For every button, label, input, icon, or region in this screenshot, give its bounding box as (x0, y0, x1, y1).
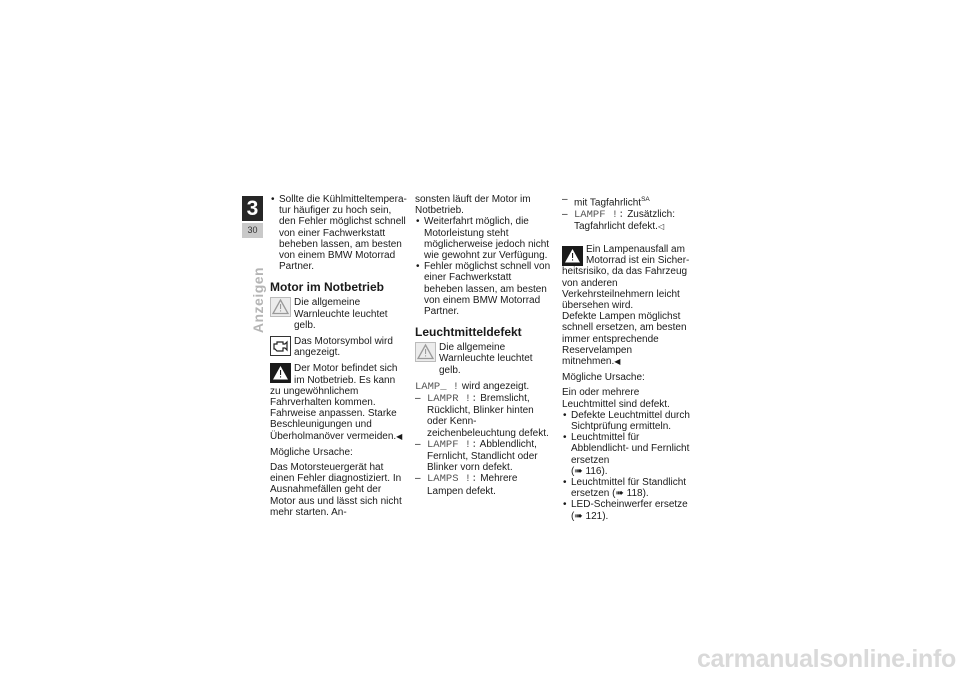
end-mark-icon: ◀ (614, 356, 621, 366)
list-item: • Weiterfahrt möglich, die Motorleistung steht möglicherweise jedoch nicht wie gewohnt zur Verfügung. (415, 216, 551, 261)
list-item (415, 473, 551, 496)
warning-light-note (415, 342, 551, 376)
page-reference[interactable]: 121 (585, 510, 603, 522)
page-number: 30 (242, 223, 263, 238)
item-text: mit Tagfahrlicht (574, 197, 642, 209)
item-text: Zusätzlich: Tagfahrlicht defekt. (574, 208, 675, 232)
cause-label: Mögliche Ursache: (562, 372, 645, 384)
note-text: Das Motorsymbol wird angezeigt. (294, 336, 393, 359)
list-item: • Sollte die Kühlmitteltemperatur häufiger zu hoch sein, den Fehler möglichst schnell von einer Fachwerkstatt beheben lassen, am besten von einem BMW Motorrad Partner. (270, 194, 407, 272)
list-item: • Fehler möglichst schnell von einer Fachwerkstatt beheben lassen, am besten von einem BMW Motorrad Partner. (415, 261, 551, 317)
list-item (562, 194, 692, 209)
note-text: Defekte Lampen möglichst schnell ersetzen, am besten immer entsprechende Reservelampen mitnehmen. (562, 311, 687, 367)
column-3 (562, 194, 692, 522)
list-item (415, 439, 551, 474)
display-code: LAMPF !: (574, 208, 625, 221)
display-text: wird angezeigt. (461, 380, 530, 392)
list-item (562, 410, 692, 432)
list-item: • Leuchtmittel für Abblendlicht- und Fernlicht ersetzen (➠ 116). (562, 432, 692, 477)
danger-note (562, 244, 692, 367)
arrow-icon: ➠ (574, 465, 583, 477)
page-reference[interactable]: 118 (626, 488, 643, 500)
list-item: • LED-Scheinwerfer ersetze (➠ 121). (562, 499, 692, 521)
note-text: Ein Lampenausfall am Motorrad ist ein Sicherheitsrisiko, da das Fahrzeug von anderen Verkehrsteilnehmern leicht übersehen wird. (562, 243, 690, 311)
item-text: Mehrere Lampen defekt. (427, 473, 518, 497)
cause-text: Ein oder mehrere Leuchtmittel sind defekt. (562, 387, 670, 410)
cause-text: Das Motorsteuergerät hat einen Fehler diagnostiziert. In Ausnahmefällen geht der Motor aus und lässt sich nicht mehr starten. An- (270, 462, 402, 518)
end-mark-icon: ◁ (657, 221, 665, 231)
note-text: Die allgemeine Warnleuchte leuchtet gelb. (439, 342, 533, 376)
display-code: LAMP_ ! (415, 380, 460, 393)
continued-text: sonsten läuft der Motor im Notbetrieb. (415, 194, 531, 217)
item-text: Leuchtmittel für Standlicht ersetzen (571, 477, 687, 500)
danger-icon (562, 246, 583, 266)
page-reference[interactable]: 116 (585, 465, 602, 477)
item-text: Leuchtmittel für Abblendlicht- und Fernlicht ersetzen (571, 432, 690, 466)
item-text: Abblendlicht, Fernlicht, Standlicht oder Blinker vorn defekt. (427, 438, 538, 474)
chapter-label: Anzeigen (250, 266, 266, 334)
engine-icon (270, 336, 291, 356)
display-code: LAMPR !: (427, 393, 478, 406)
item-text: Bremslicht, Rücklicht, Blinker hinten oder Kennzeichenbeleuchtung defekt. (427, 393, 549, 439)
danger-icon (270, 363, 291, 383)
column-1 (270, 194, 407, 524)
column-2 (415, 194, 551, 497)
watermark: carmanualsonline.info (696, 645, 956, 673)
engine-symbol-note (270, 336, 407, 358)
optional-equipment-mark: SA (641, 196, 650, 203)
section-heading: Motor im Notbetrieb (270, 280, 384, 295)
list-item (562, 209, 692, 232)
end-mark-icon: ◀ (396, 431, 403, 441)
display-code: LAMPS !: (427, 473, 478, 486)
cause-label: Mögliche Ursache: (270, 446, 353, 458)
list-item (415, 393, 551, 439)
item-text: Defekte Leuchtmittel durch Sichtprüfung ermitteln. (571, 409, 690, 432)
arrow-icon: ➠ (574, 510, 583, 522)
warning-light-icon (415, 342, 436, 362)
list-item: • Leuchtmittel für Standlicht ersetzen (➠ 118). (562, 477, 692, 499)
note-text: Die allgemeine Warnleuchte leuchtet gelb. (294, 297, 388, 331)
section-heading: Leuchtmitteldefekt (415, 325, 522, 340)
danger-note (270, 363, 407, 441)
warning-light-note (270, 297, 407, 331)
display-message (415, 381, 551, 393)
display-code: LAMPF !: (427, 438, 478, 451)
warning-light-icon (270, 297, 291, 317)
chapter-number: 3 (242, 196, 263, 221)
note-text: Der Motor befindet sich im Notbetrieb. Es kann zu ungewöhnlichem Fahrverhalten kommen. (270, 363, 398, 409)
note-text: Fahrweise anpassen. Starke Beschleunigungen und Überholmanöver vermeiden. (270, 408, 397, 442)
item-text: LED-Scheinwerfer ersetze (571, 499, 688, 511)
chapter-tab (242, 196, 263, 238)
arrow-icon: ➠ (615, 488, 624, 500)
